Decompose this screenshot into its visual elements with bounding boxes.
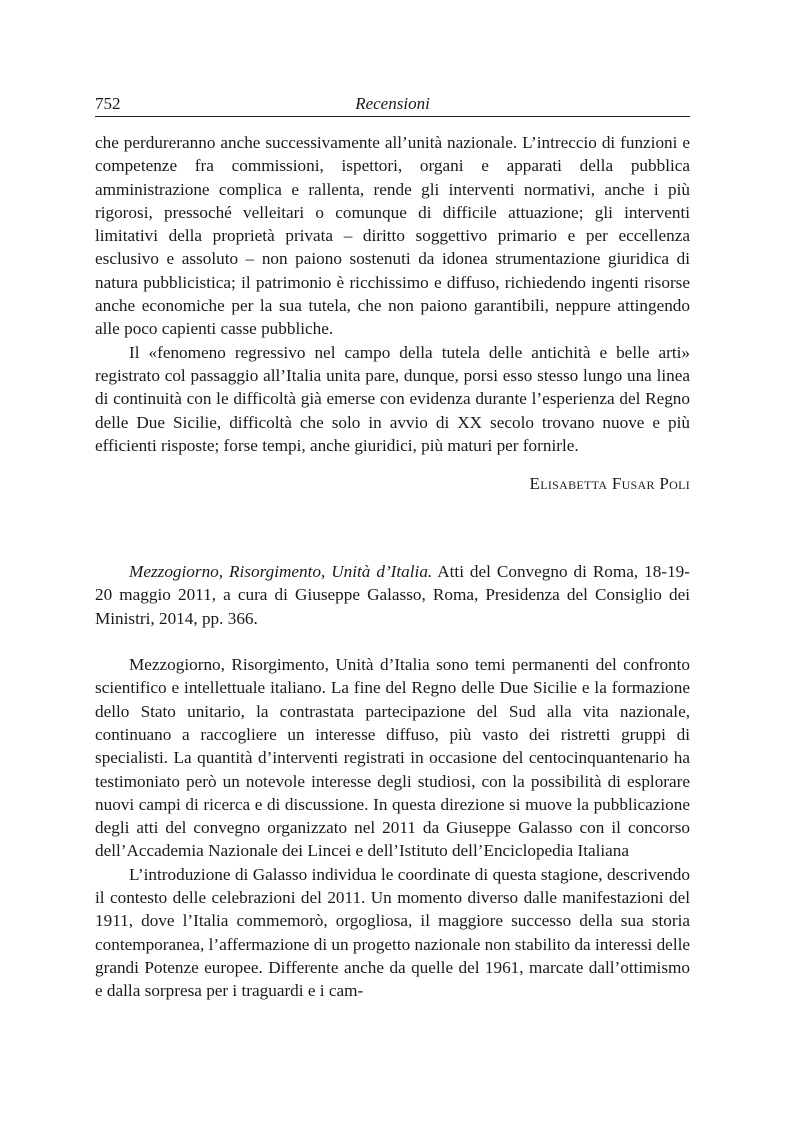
book-title: Mezzogiorno, Risorgimento, Unità d’Italia. <box>129 562 433 582</box>
previous-review-text <box>95 131 690 457</box>
body-paragraph: Il «fenomeno regressivo nel campo della tutela delle antichità e belle arti» registrato col passaggio all’Italia unita pare, dunque, porsi esso stesso lungo una linea di continuità con le difficoltà già emerse con evidenza durante l’esperienza del Regno delle Due Sicilie, difficoltà che solo in avvio di XX secolo trovano nuove e più efficienti risposte; forse tempi, anche giuridici, più maturi per fornirle. <box>95 342 690 455</box>
book-details: Atti del Convegno di Roma, 18-19-20 maggio 2011, a cura di Giuseppe Galasso, Roma, Presidenza del Consiglio dei Ministri, 2014, pp. 366. <box>95 562 690 628</box>
body-paragraph: Mezzogiorno, Risorgimento, Unità d’Italia sono temi permanenti del confronto scientifico e intellettuale italiano. La fine del Regno delle Due Sicilie e la formazione dello Stato unitario, la contrastata partecipazione del Sud alla vita nazionale, continuano a raccogliere un interesse diffuso, più vasto dei ristretti gruppi di specialisti. La quantità d’interventi registrati in occasione del centocinquantenario ha testimoniato però un notevole interesse degli studiosi, con la possibilità di esplorare nuovi campi di ricerca e di discussione. In questa direzione si muove la pubblicazione degli atti del convegno organizzato nel 2011 da Giuseppe Galasso con il concorso dell’Accademia Nazionale dei Lincei e dell’Istituto dell’Enciclopedia Italiana <box>95 655 690 861</box>
page-number: 752 <box>95 94 121 113</box>
new-review-text <box>95 653 690 1002</box>
running-header <box>95 90 690 117</box>
bibliographic-entry <box>95 560 690 630</box>
review-author-signature: Elisabetta Fusar Poli <box>529 474 690 494</box>
body-paragraph: L’introduzione di Galasso individua le coordinate di questa stagione, descrivendo il contesto delle celebrazioni del 2011. Un momento diverso dalle manifestazioni del 1911, dove l’Italia commemorò, orgogliosa, il maggiore successo della sua storia contemporanea, l’affermazione di un progetto nazionale non stabilito da interessi delle grandi Potenze europee. Differente anche da quelle del 1961, marcate dall’ottimismo e dalla sorpresa per i traguardi e i cam- <box>95 864 690 1001</box>
body-paragraph: che perdureranno anche successivamente all’unità nazionale. L’intreccio di funzioni e competenze fra commissioni, ispettori, organi e apparati della pubblica amministrazione complica e rallenta, rende gli interventi normativi, anche i più rigorosi, pressoché velleitari o comunque di difficile attuazione; gli interventi limitativi della proprietà privata – diritto soggettivo primario e per eccellenza esclusivo e assoluto – non paiono sostenuti da idonea strumentazione giuridica di natura pubblicistica; il patrimonio è ricchissimo e diffuso, richiedendo ingenti risorse anche economiche per la sua tutela, che non paiono garantibili, neppure attingendo alle poco capienti casse pubbliche. <box>95 133 690 339</box>
running-title: Recensioni <box>355 94 430 113</box>
book-page <box>95 90 690 1003</box>
